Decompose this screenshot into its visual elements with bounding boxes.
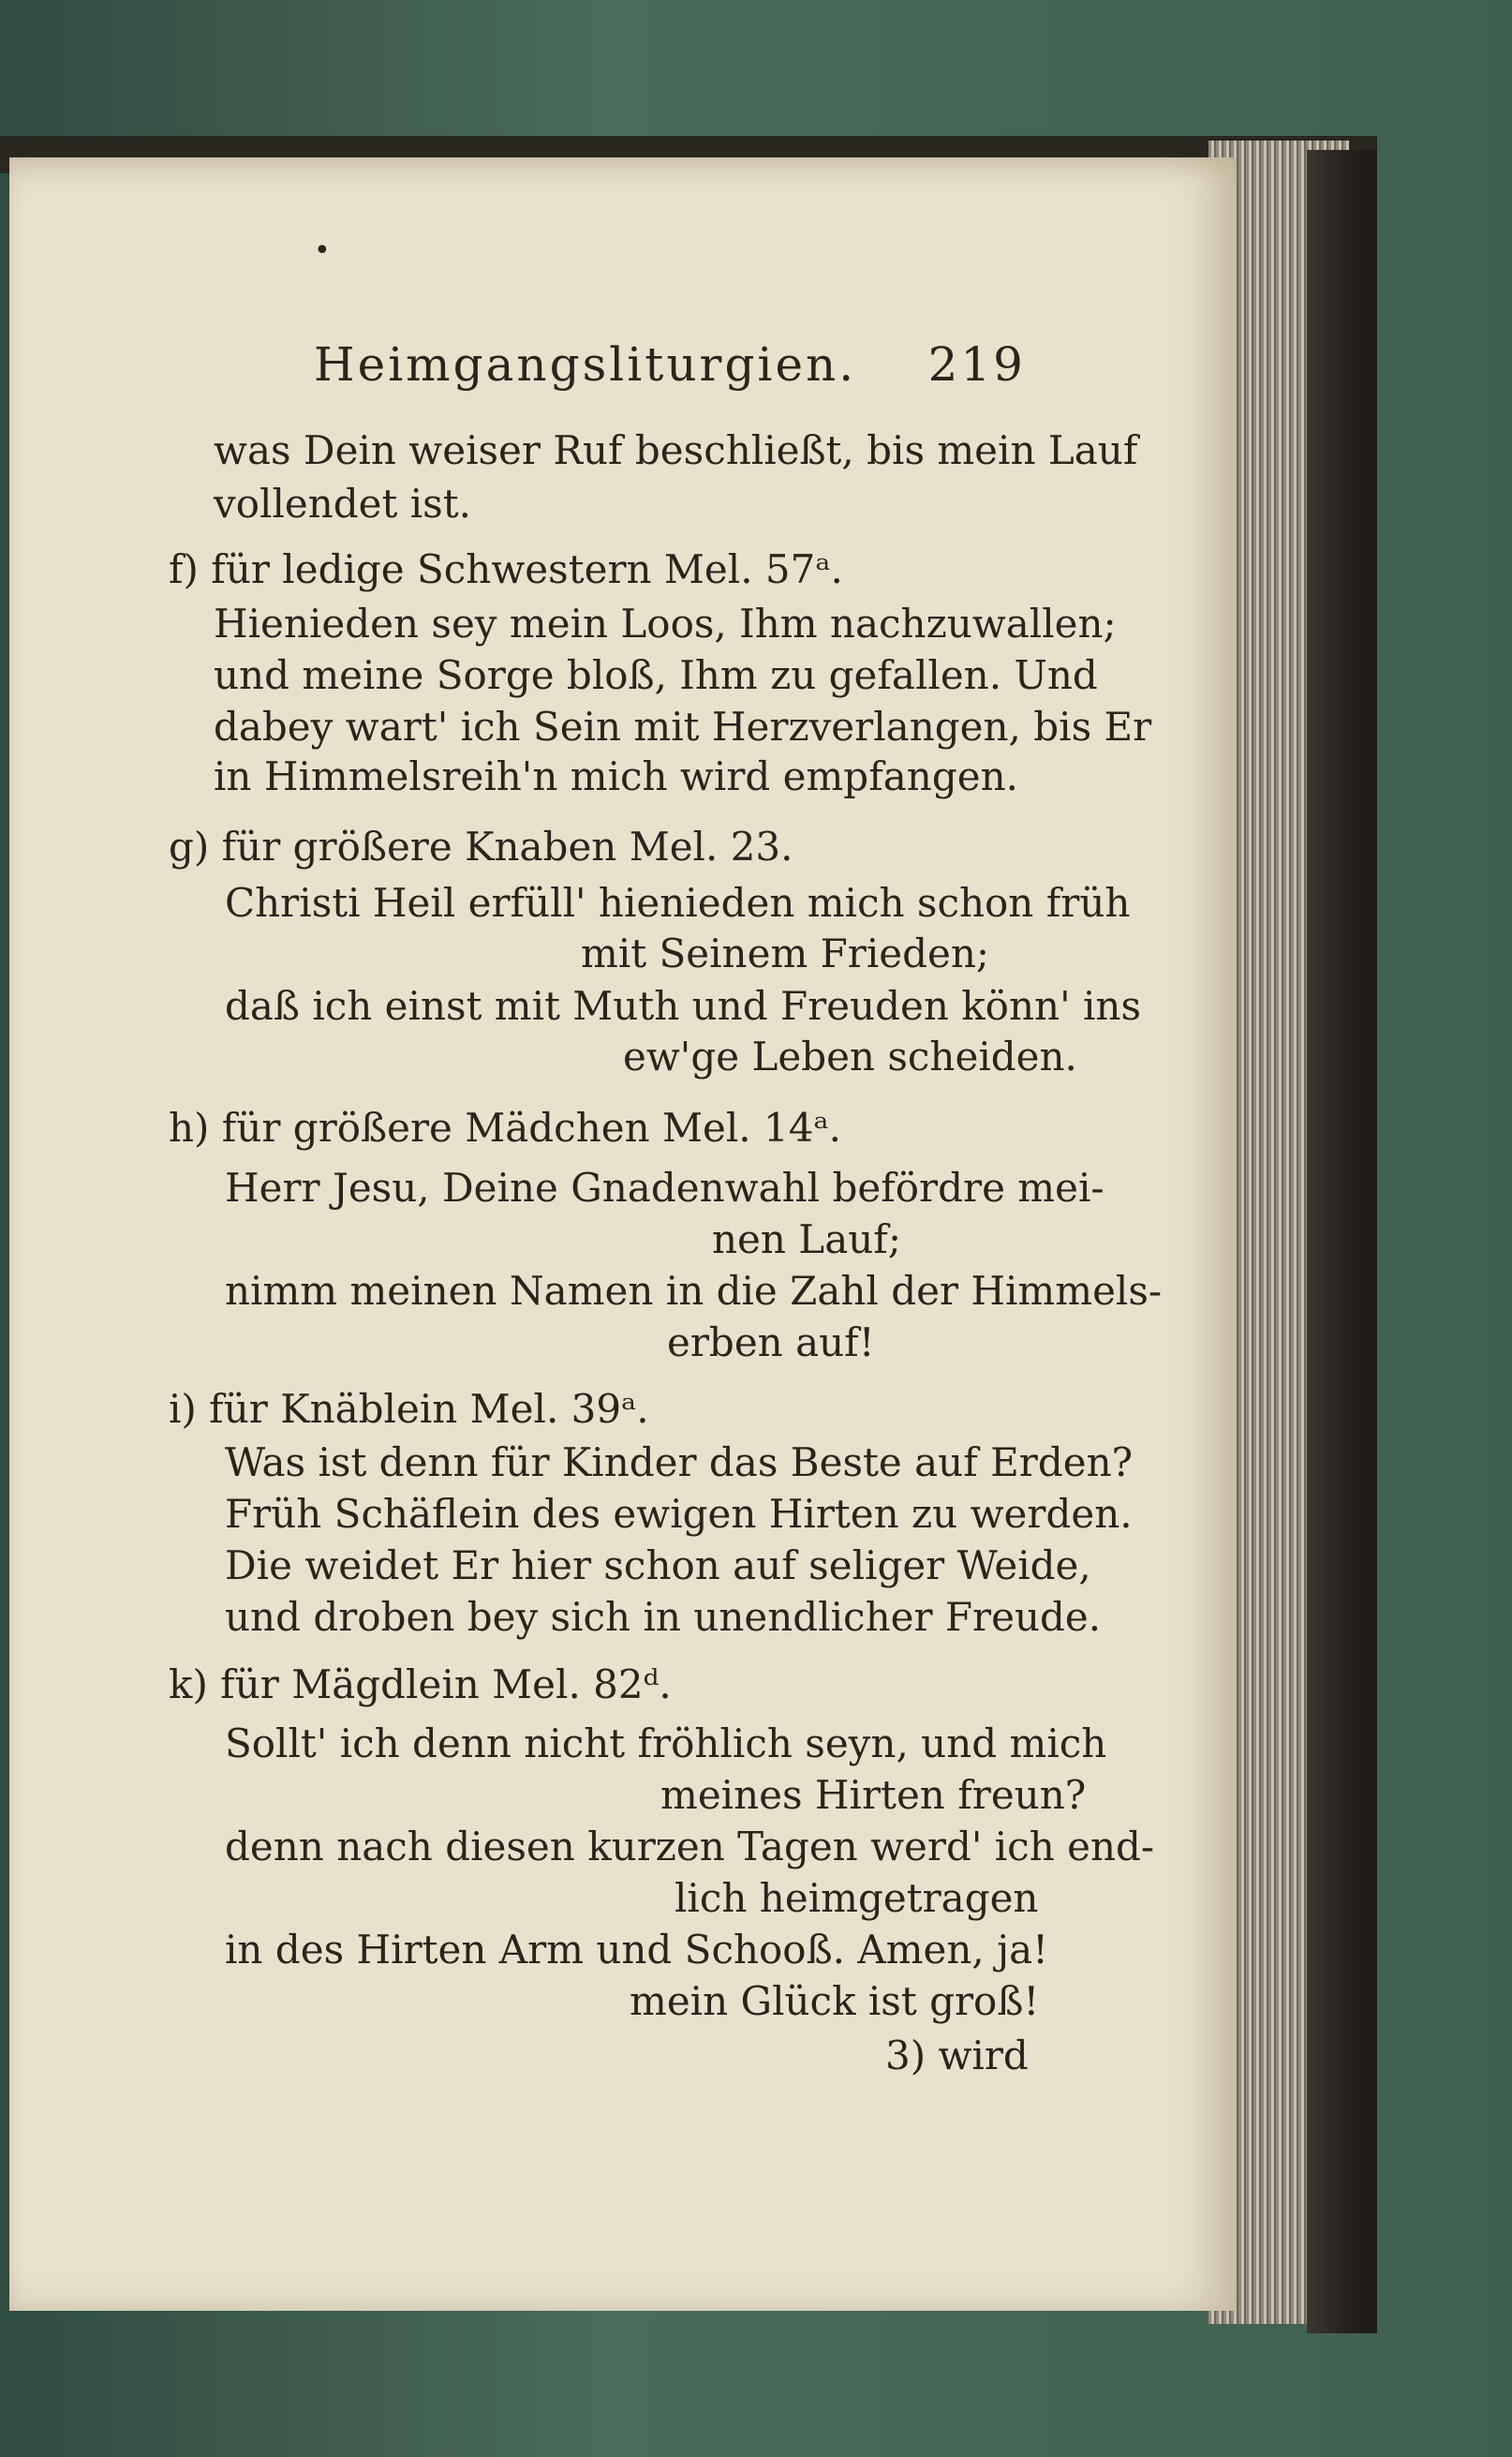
verse-line: Was ist denn für Kinder das Beste auf Erden? — [225, 1439, 1134, 1485]
verse-line: und droben bey sich in unendlicher Freude. — [225, 1594, 1102, 1640]
text-line: vollendet ist. — [214, 481, 471, 527]
verse-line-cont: mein Glück ist groß! — [630, 1978, 1040, 2024]
verse-line-cont: lich heimgetragen — [674, 1875, 1039, 1921]
verse-line: nimm meinen Namen in die Zahl der Himmels- — [225, 1268, 1163, 1314]
page-header — [314, 337, 1026, 403]
section-heading-h: h) für größere Mädchen Mel. 14ᵃ. — [169, 1105, 841, 1151]
verse-line-cont: meines Hirten freun? — [660, 1772, 1087, 1818]
ink-speck: • — [314, 234, 331, 267]
text-line: dabey wart' ich Sein mit Herzverlangen, bis Er — [214, 704, 1152, 750]
text-line: Hienieden sey mein Loos, Ihm nachzuwallen; — [214, 601, 1117, 647]
section-heading-k: k) für Mägdlein Mel. 82ᵈ. — [169, 1661, 672, 1707]
section-heading-i: i) für Knäblein Mel. 39ᵃ. — [169, 1386, 649, 1432]
page-number: 219 — [927, 337, 1026, 392]
text-line: was Dein weiser Ruf beschließt, bis mein Lauf — [214, 427, 1138, 473]
running-title: Heimgangsliturgien. — [314, 337, 857, 392]
verse-line: Sollt' ich denn nicht fröhlich seyn, und mich — [225, 1720, 1107, 1766]
book-page — [9, 157, 1237, 2311]
verse-line: Früh Schäflein des ewigen Hirten zu werden. — [225, 1491, 1133, 1537]
verse-line: Herr Jesu, Deine Gnadenwahl befördre mei- — [225, 1165, 1104, 1211]
section-heading-g: g) für größere Knaben Mel. 23. — [169, 824, 793, 870]
verse-line: daß ich einst mit Muth und Freuden könn' ins — [225, 983, 1141, 1029]
verse-line: denn nach diesen kurzen Tagen werd' ich end- — [225, 1824, 1155, 1869]
verse-line: Die weidet Er hier schon auf seliger Weide, — [225, 1542, 1091, 1588]
book-cover-right-edge — [1307, 150, 1377, 2333]
catchword: 3) wird — [885, 2033, 1029, 2078]
verse-line-cont: mit Seinem Frieden; — [581, 931, 990, 976]
verse-line-cont: erben auf! — [667, 1319, 875, 1365]
section-heading-f: f) für ledige Schwestern Mel. 57ᵃ. — [169, 546, 843, 592]
text-line: und meine Sorge bloß, Ihm zu gefallen. Und — [214, 652, 1098, 698]
verse-line-cont: nen Lauf; — [712, 1216, 901, 1262]
text-line: in Himmelsreih'n mich wird empfangen. — [214, 753, 1018, 799]
verse-line: Christi Heil erfüll' hienieden mich schon früh — [225, 880, 1131, 926]
verse-line-cont: ew'ge Leben scheiden. — [623, 1034, 1077, 1080]
verse-line: in des Hirten Arm und Schooß. Amen, ja! — [225, 1927, 1049, 1973]
